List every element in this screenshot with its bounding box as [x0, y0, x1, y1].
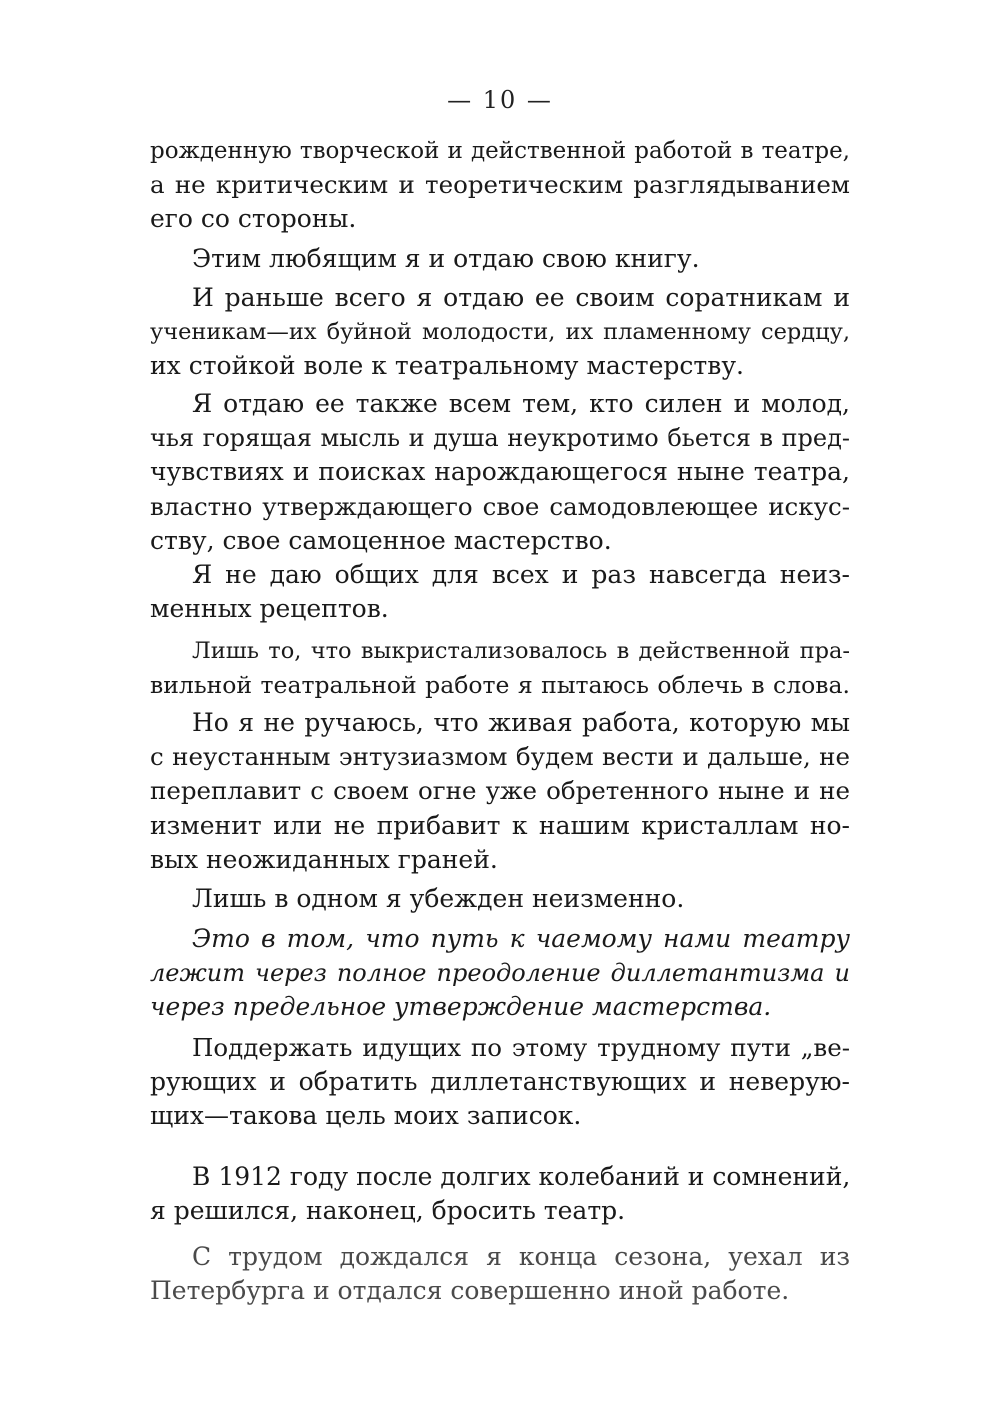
- text-line: с неустанным энтузиазмом будем вести и дальше, не: [150, 742, 850, 772]
- text-line: через предельное утверждение мастерства.: [150, 992, 772, 1022]
- text-line: Я не даю общих для всех и раз навсегда неиз-: [192, 560, 850, 589]
- text-line: ученикам—их буйной молодости, их пламенному сердцу,: [150, 319, 850, 346]
- text-line: Лишь то, что выкристализовалось в действенной пра-: [192, 638, 850, 664]
- paragraph-10: [150, 1031, 850, 1134]
- text-line: Это в том, что путь к чаемому нами театру: [192, 924, 850, 953]
- paragraph-9: [150, 922, 850, 1025]
- paragraph-8: [150, 882, 850, 916]
- paragraph-3: [150, 281, 850, 384]
- text-line: чья горящая мысль и душа неукротимо бьется в пред-: [150, 424, 850, 453]
- text-line: переплавит с своем огне уже обретенного ныне и не: [150, 776, 850, 806]
- text-line: вых неожиданных граней.: [150, 844, 498, 874]
- text-line: В 1912 году после долгих колебаний и сомнений,: [192, 1162, 851, 1191]
- text-line: ству, свое самоценное мастерство.: [150, 525, 612, 555]
- text-line: Я отдаю ее также всем тем, кто силен и молод,: [192, 389, 850, 418]
- paragraph-6: [150, 634, 850, 702]
- paragraph-2: [150, 242, 850, 276]
- text-line: С трудом дождался я конца сезона, уехал из: [192, 1242, 850, 1271]
- text-line: а не критическим и теоретическим разглядыванием: [150, 170, 850, 200]
- text-line: я решился, наконец, бросить театр.: [150, 1196, 626, 1226]
- text-line: щих—такова цель моих записок.: [150, 1101, 582, 1131]
- paragraph-11: [150, 1160, 850, 1228]
- text-line: его со стороны.: [150, 204, 357, 234]
- paragraph-5: [150, 558, 850, 626]
- text-line: Этим любящим я и отдаю свою книгу.: [192, 244, 700, 273]
- text-line: чувствиях и поисках нарождающегося ныне театра,: [150, 457, 850, 487]
- paragraph-4: [150, 387, 850, 558]
- text-line: лежит через полное преодоление диллетантизма и: [150, 959, 850, 988]
- paragraph-12: [150, 1240, 850, 1308]
- text-line: рующих и обратить диллетанствующих и неверую-: [150, 1067, 850, 1097]
- text-line: рожденную творческой и действенной работой в театре,: [150, 138, 850, 164]
- text-line: изменит или не прибавит к нашим кристаллам но-: [150, 810, 850, 840]
- text-line: их стойкой воле к театральному мастерству.: [150, 351, 744, 381]
- text-line: Но я не ручаюсь, что живая работа, которую мы: [192, 708, 850, 737]
- paragraph-7: [150, 706, 850, 877]
- text-line: И раньше всего я отдаю ее своим соратникам и: [192, 283, 850, 312]
- paragraph-1: [150, 134, 850, 237]
- text-line: Поддержать идущих по этому трудному пути „ве-: [192, 1033, 850, 1062]
- text-line: менных рецептов.: [150, 594, 389, 624]
- text-line: Лишь в одном я убежден неизменно.: [192, 884, 685, 913]
- text-line: Петербурга и отдался совершенно иной работе.: [150, 1276, 790, 1306]
- page-number: — 10 —: [447, 86, 553, 114]
- text-line: властно утверждающего свое самодовлеющее искус-: [150, 491, 850, 521]
- text-line: вильной театральной работе я пытаюсь облечь в слова.: [150, 671, 850, 700]
